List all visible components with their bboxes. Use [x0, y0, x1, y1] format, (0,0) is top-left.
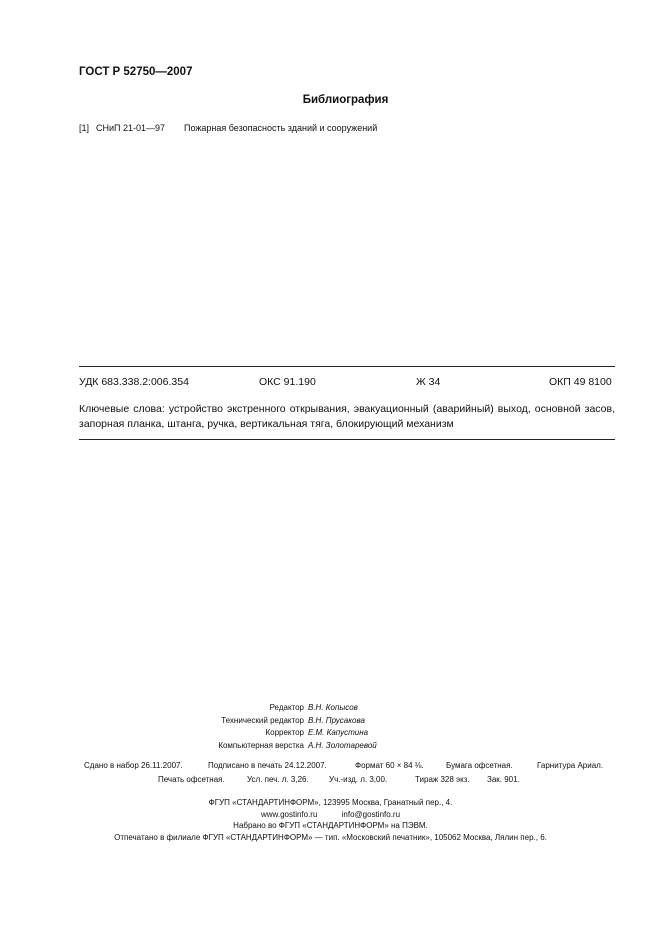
- bibliography-entry-code: СНиП 21-01—97: [96, 123, 166, 133]
- bibliography-entry-title: Пожарная безопасность зданий и сооружений: [184, 123, 378, 133]
- publisher-email: info@gostinfo.ru: [341, 809, 401, 819]
- credit-name: А.Н. Золотаревой: [308, 740, 377, 750]
- divider-bottom: [79, 439, 615, 440]
- okp-code: ОКП 49 8100: [549, 376, 612, 388]
- group-code: Ж 34: [416, 376, 441, 388]
- print-submitted: Сдано в набор 26.11.2007.: [84, 761, 183, 770]
- print-pub-sheets: Уч.-изд. л. 3,00.: [329, 775, 388, 784]
- oks-code: ОКС 91.190: [259, 376, 316, 388]
- credit-name: В.Н. Копысов: [308, 703, 358, 712]
- credit-row-editor: [120, 702, 377, 715]
- print-order: Зак. 901.: [487, 775, 520, 784]
- print-run: Тираж 328 экз.: [415, 775, 470, 784]
- print-printing: Печать офсетная.: [158, 775, 225, 784]
- keywords: Ключевые слова: устройство экстренного открывания, эвакуационный (аварийный) выход, основной засов, запорная планка, штанга, ручка, вертикальная тяга, блокирующий механизм: [79, 403, 615, 430]
- credit-row-tech-editor: [120, 715, 377, 728]
- credits-block: [120, 702, 377, 752]
- credit-row-proofreader: [120, 727, 377, 740]
- print-paper: Бумага офсетная.: [446, 761, 513, 770]
- standard-code: ГОСТ Р 52750—2007: [79, 66, 193, 78]
- credit-name: Е.М. Капустина: [308, 728, 369, 737]
- credit-row-layout: [120, 740, 377, 753]
- publisher-contacts: [0, 809, 661, 821]
- print-sheets: Усл. печ. л. 3,26.: [247, 775, 309, 784]
- print-signed: Подписано в печать 24.12.2007.: [208, 761, 327, 770]
- bibliography-title: Библиография: [302, 94, 389, 106]
- credit-role: Компьютерная верстка: [218, 740, 304, 750]
- credit-name: В.Н. Прусакова: [308, 715, 365, 725]
- print-format: Формат 60 × 84 ⅛.: [355, 761, 424, 770]
- credit-role: Редактор: [269, 703, 304, 712]
- udk-code: УДК 683.338.2:006.354: [79, 376, 189, 388]
- publisher-website: www.gostinfo.ru: [260, 809, 318, 819]
- divider-top: [79, 366, 615, 367]
- credit-role: Технический редактор: [221, 715, 304, 725]
- credit-role: Корректор: [265, 728, 304, 737]
- print-typeface: Гарнитура Ариал.: [537, 761, 604, 770]
- imprint-footer: [0, 797, 661, 843]
- typeset-note: Набрано во ФГУП «СТАНДАРТИНФОРМ» на ПЭВМ.: [233, 821, 428, 830]
- publisher-address: ФГУП «СТАНДАРТИНФОРМ», 123995 Москва, Гранатный пер., 4.: [208, 798, 453, 807]
- printed-note: Отпечатано в филиале ФГУП «СТАНДАРТИНФОРМ» — тип. «Московский печатник», 105062 Москва, Лялин пер., 6.: [114, 832, 547, 842]
- bibliography-entry-number: [1]: [79, 123, 90, 133]
